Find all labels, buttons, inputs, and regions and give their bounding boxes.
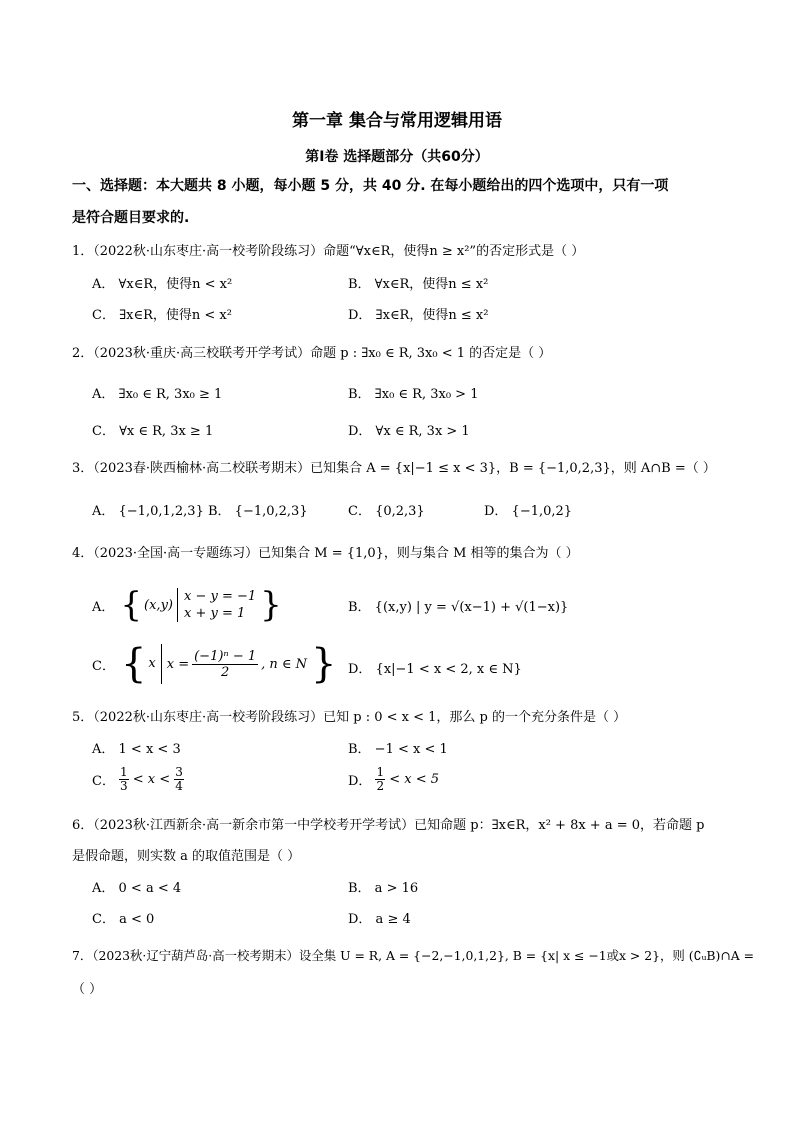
question-6-stem-line2: 是假命题，则实数 a 的取值范围是（ ）: [72, 849, 301, 864]
question-6-option-b: B． a > 16: [348, 881, 419, 896]
page-title: 第一章 集合与常用逻辑用语: [292, 111, 502, 131]
question-2-option-d: D． ∀x ∈ R, 3x > 1: [348, 424, 470, 439]
question-2-option-c: C． ∀x ∈ R, 3x ≥ 1: [92, 424, 214, 439]
question-7-stem-line2: （ ）: [72, 982, 103, 997]
question-4-option-c-var: x: [148, 644, 161, 684]
question-3-option-b: B． {−1,0,2,3}: [208, 504, 308, 519]
question-4-option-c: [92, 641, 337, 687]
question-4-option-a-label: A．: [92, 599, 115, 615]
question-4-option-b: B． {(x,y) | y = √(x−1) + √(1−x)}: [348, 600, 569, 615]
question-5-option-d-tail: < x < 5: [385, 772, 439, 787]
left-brace-icon: {: [120, 641, 147, 687]
fraction-one-half: 1 2: [376, 765, 385, 793]
question-1-stem: 1．（2022秋·山东枣庄·高一校考阶段练习）命题“∀x∈R，使得n ≥ x²”的否定形式是（ ）: [72, 244, 585, 259]
fraction-one-third: 1 3: [119, 765, 128, 793]
question-1-option-c: C． ∃x∈R，使得n < x²: [92, 308, 232, 323]
page-subtitle: 第Ⅰ卷 选择题部分（共60分）: [305, 149, 489, 165]
section-heading-line2: 是符合题目要求的.: [72, 210, 190, 226]
question-5-option-c: [92, 766, 184, 793]
question-4-option-c-fraction: [192, 649, 258, 680]
question-2-stem: 2．（2023秋·重庆·高三校联考开学考试）命题 p : ∃x₀ ∈ R, 3x₀ < 1 的否定是（ ）: [72, 346, 552, 361]
question-5-option-c-label: C．: [92, 774, 115, 789]
question-4-option-a-pair: (x,y): [144, 597, 173, 613]
section-heading-line1: 一、选择题：本大题共 8 小题，每小题 5 分，共 40 分. 在每小题给出的四个选项中，只有一项: [72, 178, 669, 194]
question-6-stem-line1: 6．（2023秋·江西新余·高一新余市第一中学校考开学考试）已知命题 p：∃x∈R，x² + 8x + a = 0，若命题 p: [72, 818, 705, 833]
question-4-option-a-eq1: x − y = −1: [183, 589, 257, 604]
question-4-option-d: D． {x|−1 < x < 2, x ∈ N}: [348, 662, 522, 677]
right-brace-icon: }: [260, 585, 282, 625]
question-6-option-a: A． 0 < a < 4: [92, 881, 182, 896]
question-4-option-c-tail: , n ∈ N: [261, 656, 308, 672]
question-4-option-c-numerator: (−1)ⁿ − 1: [194, 648, 257, 664]
right-brace-icon: }: [311, 641, 337, 687]
question-5-option-c-mid: < x <: [128, 772, 175, 787]
question-5-option-d: [348, 766, 439, 793]
question-1-option-d: D． ∃x∈R，使得n ≤ x²: [348, 308, 489, 323]
question-5-option-b: B． −1 < x < 1: [348, 742, 448, 757]
question-4-option-a-eq2: x + y = 1: [183, 606, 246, 621]
question-6-option-d: D． a ≥ 4: [348, 912, 411, 927]
question-5-option-a: A． 1 < x < 3: [92, 742, 181, 757]
question-4-option-c-xeq: x =: [166, 656, 190, 672]
question-4-option-a: [92, 585, 282, 625]
question-2-option-b: B． ∃x₀ ∈ R, 3x₀ > 1: [348, 387, 479, 402]
question-3-option-a: A． {−1,0,1,2,3}: [92, 504, 204, 519]
question-1-option-b: B． ∀x∈R，使得n ≤ x²: [348, 277, 489, 292]
question-4-option-a-system: [177, 588, 256, 622]
question-3-option-d: D． {−1,0,2}: [484, 504, 573, 519]
question-4-option-c-label: C．: [92, 658, 115, 674]
question-7-stem-line1: 7．（2023秋·辽宁葫芦岛·高一校考期末）设全集 U = R, A = {−2,−1,0,1,2}, B = {x| x ≤ −1或x > 2}，则 (∁ᵤB)∩A =: [72, 948, 754, 963]
question-1-option-a: A． ∀x∈R，使得n < x²: [92, 277, 233, 292]
question-6-option-c: C． a < 0: [92, 912, 155, 927]
question-5-stem: 5．（2022秋·山东枣庄·高一校考阶段练习）已知 p : 0 < x < 1，那么 p 的一个充分条件是（ ）: [72, 710, 627, 725]
fraction-three-fourths: 3 4: [175, 765, 183, 793]
question-4-option-c-denominator: 2: [220, 664, 230, 680]
question-3-option-c: C． {0,2,3}: [348, 504, 425, 519]
question-5-option-d-label: D．: [348, 774, 372, 789]
question-3-stem: 3．（2023春·陕西榆林·高二校联考期末）已知集合 A = {x|−1 ≤ x < 3}，B = {−1,0,2,3}，则 A∩B =（ ）: [72, 461, 716, 476]
question-2-option-a: A． ∃x₀ ∈ R, 3x₀ ≥ 1: [92, 387, 223, 402]
question-4-stem: 4．（2023·全国·高一专题练习）已知集合 M = {1,0}，则与集合 M 相等的集合为（ ）: [72, 546, 579, 561]
left-brace-icon: {: [120, 585, 143, 625]
